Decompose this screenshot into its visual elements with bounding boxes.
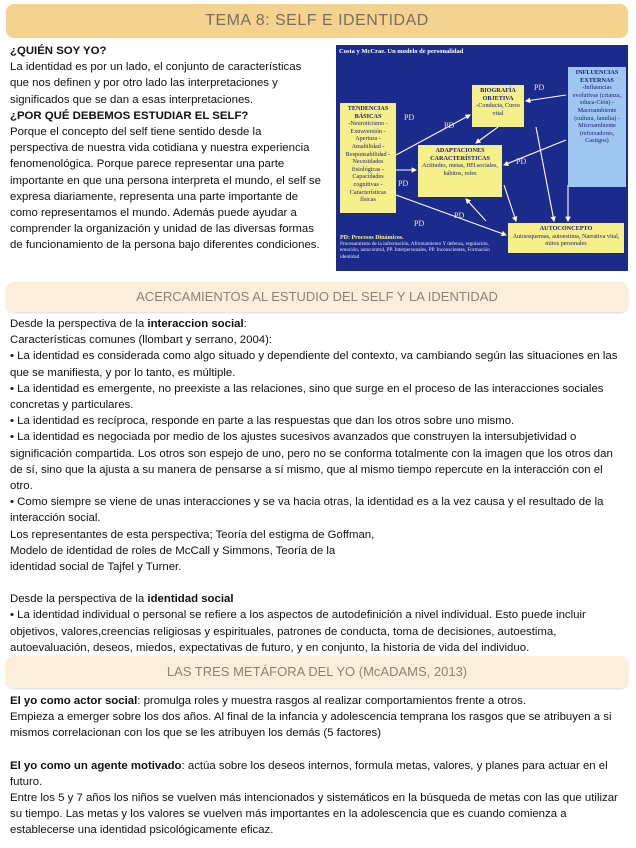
- bullet-item: • La identidad individual o personal se refiere a los aspectos de autodefinición a nivel individual. Esto puede incluir objetivos, valores,creencias religiosas y espirituales, patrones de conducta, toma de decisiones, autoestima, autoevaluación, deseos, miedos, expectativas de futuro, y en conjunto, la historia de vida del individuo.: [10, 609, 586, 654]
- diagram-caption: Costa y McCrae. Un modelo de personalidad: [339, 48, 464, 55]
- pd-label: PD: [404, 113, 415, 122]
- pd-label: PD: [534, 83, 545, 92]
- box-adaptaciones: [418, 145, 502, 197]
- question-who-am-i: ¿QUIÉN SOY YO?: [10, 45, 107, 57]
- diagram-footer: [340, 235, 506, 260]
- bullet-item: • Como siempre se viene de unas interacciones y se va hacia otras, la identidad es a la vez causa y el resultado de la interacción social.: [10, 496, 604, 525]
- bullet-item: • La identidad es negociada por medio de los ajustes sucesivos avanzados que construyen la intersubjetividad o significación compartida. Los otros son espejo de uno, pero no se conforma totalmente con la imagen que los otros dan de sí, sino que la ajusta a su manera de pensarse a sí mismo, que al mismo tiempo repercute en la interacción con el otro.: [10, 431, 613, 493]
- pd-label: PD: [414, 219, 425, 228]
- bullet-item: • La identidad es considerada como algo situado y dependiente del contexto, va cambiando según las situaciones en las que se manifiesta, y por lo tanto, es múltiple.: [10, 350, 618, 379]
- metaphor-actor-def: : promulga roles y muestra rasgos al realizar comportamientos frente a otros.: [137, 695, 526, 707]
- section-heading-metaphors: LAS TRES METÁFORA DEL YO (McADAMS, 2013): [6, 656, 628, 688]
- metaphor-actor-term: El yo como actor social: [10, 695, 138, 707]
- box-influencias-externas: [568, 67, 626, 187]
- box-autoconcepto: [508, 223, 624, 253]
- answer-who-am-i: La identidad es por un lado, el conjunto de características que nos definen y por otro lado las interpretaciones y significados que se dan a esas interpretaciones.: [10, 61, 302, 106]
- pd-label: PD: [398, 179, 409, 188]
- metaphor-agent-term: El yo como un agente motivado: [10, 759, 182, 772]
- question-why-study: ¿POR QUÉ DEBEMOS ESTUDIAR EL SELF?: [10, 109, 249, 122]
- metaphor-actor-detail: Empieza a emerger sobre los dos años. Al final de la infancia y adolescencia temprana los rasgos que se atribuyen a si mismos correlacionan con los que se les atribuyen los demás (5 factores): [10, 711, 612, 740]
- perspective-line: [10, 316, 626, 332]
- perspective-suffix: :: [243, 318, 247, 330]
- perspective-prefix: Desde la perspectiva de la: [10, 318, 148, 330]
- metaphor-actor: [10, 693, 626, 709]
- metaphor-agent-def: : actúa sobre los deseos internos, formula metas, valores, y planes para actuar en el futuro.: [10, 759, 608, 788]
- section-self-body: [10, 316, 626, 656]
- pd-label: PD: [444, 121, 455, 130]
- adaptaciones-title: ADAPTACIONES CARACTERÍSTICAS: [430, 147, 490, 162]
- biografia-items: -Conducta, Curso vital: [476, 102, 520, 117]
- diagram-footer-title: PD: Procesos Dinámicos.: [340, 235, 404, 241]
- autoconcepto-title: AUTOCONCEPTO: [539, 225, 593, 232]
- influencias-items: -Influencias evolutivas (crianza, educa-Ción) -Macroambiente (cultura, familia) -Microambiente (reforzadores, Castigos): [572, 84, 622, 145]
- tendencias-title: TENDENCIAS BÁSICAS: [347, 105, 389, 120]
- section-metaphors-body: [10, 693, 626, 839]
- pd-label: PD: [454, 211, 465, 220]
- common-features: Características comunes (llombart y serrano, 2004):: [10, 334, 273, 347]
- metaphor-agent-detail: Entre los 5 y 7 años los niños se vuelven más intencionados y sistemáticos en la búsqueda de metas con las que utilizar su tiempo. Las metas y los valores se vuelven más importantes en la adolescencia que es cuando comienza a establecerse una identidad psicológicamente eficaz.: [10, 792, 618, 837]
- personality-model-diagram: [336, 45, 628, 271]
- section-heading-self: ACERCAMIENTOS AL ESTUDIO DEL SELF Y LA IDENTIDAD: [6, 282, 628, 312]
- perspective-term: identidad social: [147, 593, 234, 606]
- autoconcepto-items: Autoesquemas, autoestima, Narrativa vital, mitos personales: [512, 232, 620, 248]
- tendencias-items: -Neuroticismo -Extraversión -Apertura -Amabilidad -Responsabilidad -Necesidades fisiológicas -Capacidades cognitivas -Características físicas: [345, 120, 391, 204]
- pd-label: PD: [516, 157, 527, 166]
- box-biografia-objetiva: [472, 85, 524, 127]
- bullet-item: • La identidad es emergente, no preexiste a las relaciones, sino que surge en el proceso de las interacciones sociales concretas y particulares.: [10, 382, 604, 412]
- metaphor-agent: [10, 758, 626, 790]
- box-tendencias-basicas: [340, 103, 396, 213]
- perspective-line: [10, 591, 626, 607]
- representatives-line: Modelo de identidad de roles de McCall y Simmons, Teoría de la: [10, 544, 336, 557]
- page-title: TEMA 8: SELF E IDENTIDAD: [6, 4, 628, 38]
- adaptaciones-items: Actitudes, metas, HH.sociales, hábitos, roles: [422, 162, 498, 177]
- influencias-title: INFLUENCIAS EXTERNAS: [575, 69, 619, 84]
- bullet-item: • La identidad es recíproca, responde en parte a las respuestas que dan los otros sobre uno mismo.: [10, 415, 515, 428]
- biografia-title: BIOGRAFÍA OBJETIVA: [480, 87, 516, 102]
- diagram-footer-text: Procesamiento de la información, Afrontamiento Y defensa, regulación, emoción, autocontrol, PP. Interpersonales, PP. Inconscientes, Formación identidad: [340, 241, 490, 260]
- representatives-line: identidad social de Tajfel y Turner.: [10, 561, 182, 574]
- perspective-prefix: Desde la perspectiva de la: [10, 593, 148, 606]
- answer-why-study: Porque el concepto del self tiene sentido desde la perspectiva de nuestra vida cotidiana y nuestra experiencia fenomenológica. Porque parece representar una parte importante en que una persona interpreta el mundo, el self se expresa diariamente, representa una parte importante de como representamos el mundo. Además puede ayudar a comprender la organización y unidad de las diversas formas de funcionamiento de la persona bajo diferentes condiciones.: [10, 126, 321, 252]
- intro-block: [10, 43, 322, 254]
- perspective-term: interaccion social: [147, 318, 244, 330]
- representatives-line: Los representantes de esta perspectiva; Teoría del estigma de Goffman,: [10, 528, 375, 541]
